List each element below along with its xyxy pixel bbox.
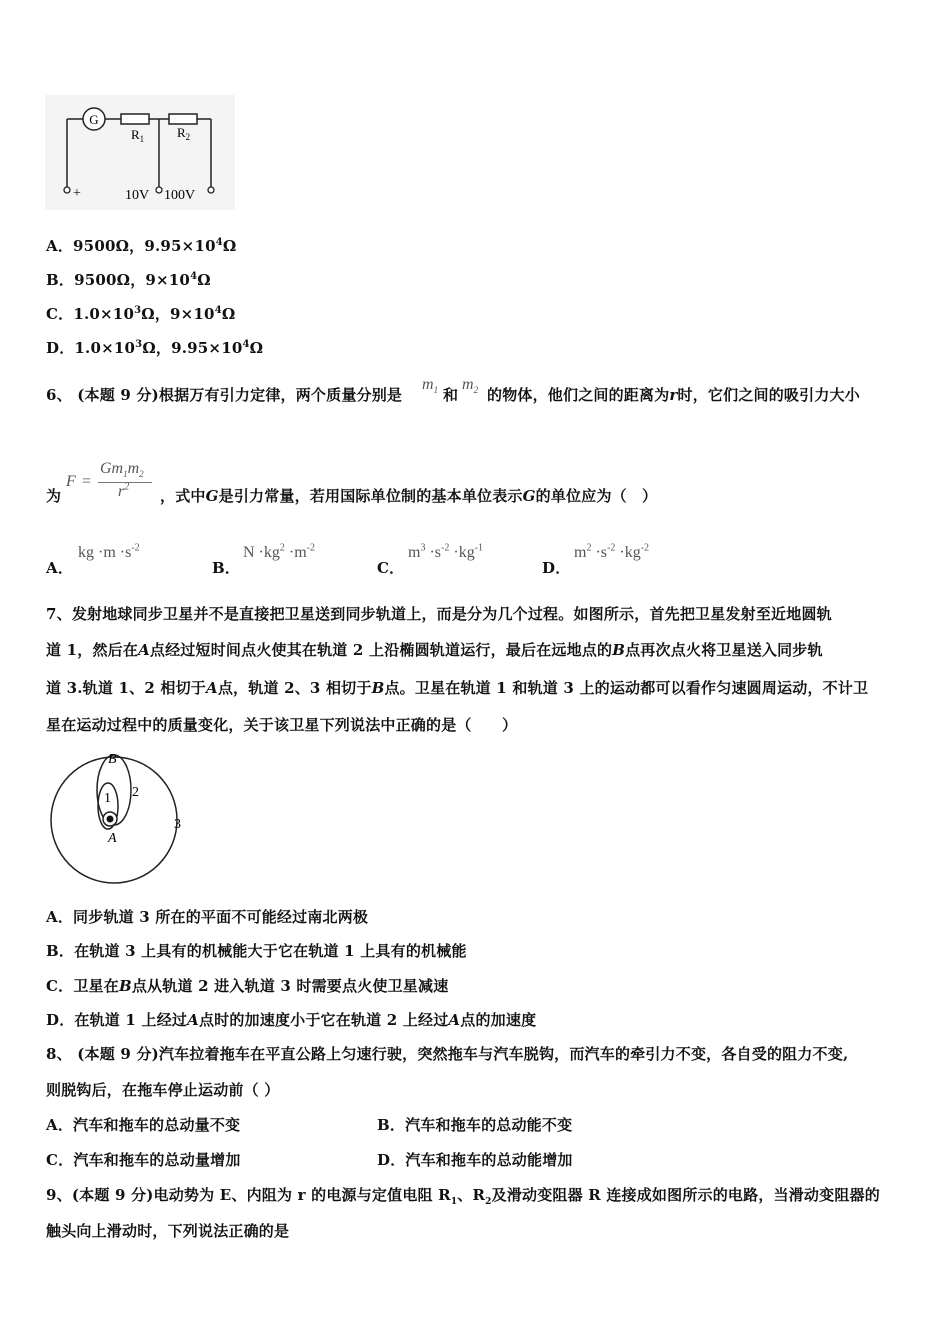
orbit-diagram [48,746,193,886]
svg-text:3: 3 [174,817,181,832]
q7-option-c[interactable]: C．卫星在B点从轨道 2 进入轨道 3 时需要点火使卫星减速 [46,977,449,995]
svg-text:+: + [73,186,81,201]
q8-option-c[interactable]: C．汽车和拖车的总动量增加 [46,1151,241,1169]
resistor-r1 [121,114,149,124]
q6-option-a-unit: kg $\cdot m \cdot s^{-2}$ [78,542,140,561]
q6-option-b[interactable]: B． [212,559,241,577]
q5-option-a[interactable]: A．9500Ω，$9.95\times 10^4\Omega$ [46,237,237,255]
q6-option-c[interactable]: C． [377,559,405,577]
q7-option-a[interactable]: A．同步轨道 3 所在的平面不可能经过南北两极 [46,908,369,926]
resistor-r2 [169,114,197,124]
svg-text:G: G [89,112,99,127]
q6-line1: 6、 (本题 9 分)根据万有引力定律，两个质量分别是 [46,386,403,404]
q6-option-d[interactable]: D． [542,559,571,577]
q7-option-b[interactable]: B．在轨道 3 上具有的机械能大于它在轨道 1 上具有的机械能 [46,942,467,960]
q6-m1: $m_1$ [422,376,439,396]
svg-text:2: 2 [132,785,139,800]
q7-line1: 7、发射地球同步卫星并不是直接把卫星送到同步轨道上，而是分为几个过程。如图所示，首先把卫星发射至近地圆轨 [46,605,832,623]
q9-line2: 触头向上滑动时，下列说法正确的是 [46,1222,290,1240]
q8-line1: 8、 (本题 9 分)汽车拉着拖车在平直公路上匀速行驶，突然拖车与汽车脱钩，而汽车的牵引力不变，各自受的阻力不变, [46,1045,849,1063]
q5-option-d[interactable]: D．$1.0\times 10^3\Omega$，$9.95\times 10^4\Omega$ [46,339,264,357]
q6-line2-prefix: 为 [46,487,62,505]
q5-option-c[interactable]: C．$1.0\times 10^3\Omega$，$9\times 10^4\Omega$ [46,305,236,323]
q6-option-c-unit: $m^3 \cdot s^{-2} \cdot kg^{-1}$ [408,542,484,561]
q6-formula: F = $Gm_1m_2$ $r^2$ [66,460,166,508]
terminal-10v [156,187,162,193]
circuit-diagram [45,95,235,210]
q7-line2: 道 1，然后在A点经过短时间点火使其在轨道 2 上沿椭圆轨道运行，最后在远地点的B点再次点火将卫星送入同步轨 [46,641,823,659]
q6-option-b-unit: $N \cdot kg^2 \cdot m^{-2}$ [243,542,316,561]
q5-option-b[interactable]: B．9500Ω，$9\times 10^4\Omega$ [46,271,211,289]
q6-line1-rest: 的物体，他们之间的距离为r时，它们之间的吸引力大小 [487,386,860,404]
svg-text:100V: 100V [164,188,196,203]
terminal-plus [64,187,70,193]
svg-text:B: B [108,752,117,767]
q6-and: 和 [443,386,459,404]
q8-option-a[interactable]: A．汽车和拖车的总动量不变 [46,1116,241,1134]
svg-text:A: A [108,831,117,846]
q6-option-d-unit: $m^2 \cdot s^{-2} \cdot kg^{-2}$ [574,542,650,561]
q6-m2: $m_2$ [462,376,479,396]
svg-text:R2: $R_2$ [177,125,191,142]
q7-option-d[interactable]: D．在轨道 1 上经过A点时的加速度小于它在轨道 2 上经过A点的加速度 [46,1011,537,1029]
q6-line2: ，式中G是引力常量，若用国际单位制的基本单位表示G的单位应为（ ） [160,487,658,505]
terminal-100v [208,187,214,193]
q7-line3: 道 3.轨道 1、2 相切于A点，轨道 2、3 相切于B点。卫星在轨道 1 和轨道 3 上的运动都可以看作匀速圆周运动，不计卫 [46,679,869,697]
q9-line1: 9、(本题 9 分)电动势为 E、内阻为 r 的电源与定值电阻 $R_1$、$R_2$及滑动变阻器 R 连接成如图所示的电路，当滑动变阻器的 [46,1186,880,1207]
q8-line2: 则脱钩后，在拖车停止运动前（ ） [46,1081,280,1099]
q8-option-b[interactable]: B．汽车和拖车的总动能不变 [377,1116,573,1134]
svg-text:10V: 10V [125,188,150,203]
q6-option-a[interactable]: A． [46,559,74,577]
svg-text:1: 1 [104,791,111,806]
q8-option-d[interactable]: D．汽车和拖车的总动能增加 [377,1151,573,1169]
q7-line4: 星在运动过程中的质量变化，关于该卫星下列说法中正确的是（ ） [46,716,518,734]
svg-text:R1: $R_1$ [131,127,145,144]
